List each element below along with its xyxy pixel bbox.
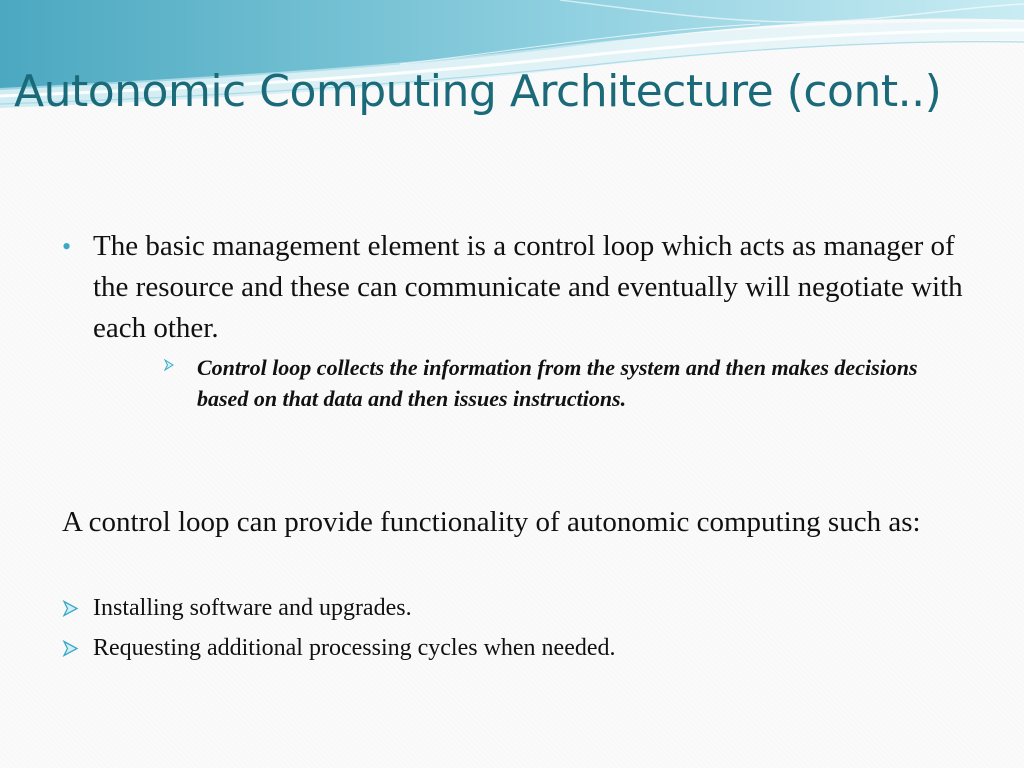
list-item-text: Requesting additional processing cycles when needed. bbox=[93, 635, 616, 661]
bullet-dot-icon: • bbox=[62, 232, 72, 261]
sub-bullet-point bbox=[163, 352, 963, 414]
arrow-bullet-icon bbox=[62, 600, 79, 617]
bullet-text: The basic management element is a control loop which acts as manager of the resource and these can communicate and eventually will negotiate with each other. bbox=[93, 230, 963, 344]
list-item bbox=[62, 592, 962, 624]
arrow-bullet-icon bbox=[62, 640, 79, 657]
intro-paragraph: A control loop can provide functionality of autonomic computing such as: bbox=[62, 506, 921, 538]
bullet-point bbox=[62, 226, 982, 349]
sub-bullet-text: Control loop collects the information from the system and then makes decisions based on that data and then issues instructions. bbox=[197, 355, 918, 411]
arrow-bullet-icon bbox=[163, 359, 175, 371]
slide-title: Autonomic Computing Architecture (cont..) bbox=[14, 66, 942, 117]
list-item bbox=[62, 632, 962, 664]
list-item-text: Installing software and upgrades. bbox=[93, 595, 412, 621]
